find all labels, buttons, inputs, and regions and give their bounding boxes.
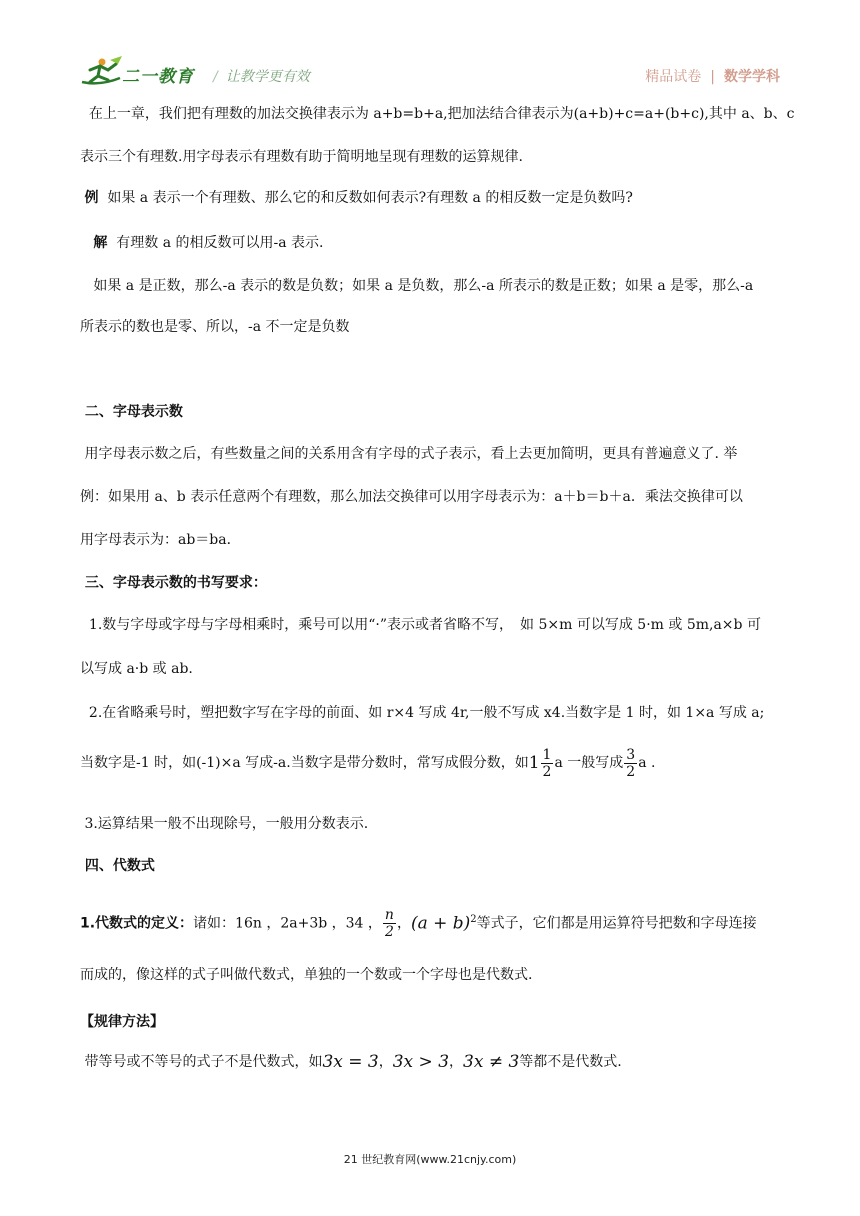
mixed-numerator: 1 bbox=[542, 746, 552, 763]
improper-fraction bbox=[624, 747, 637, 780]
rule-3 bbox=[80, 814, 786, 834]
expression-not-equal: 3x ≠ 3 bbox=[463, 1052, 520, 1072]
mixed-whole: 1 bbox=[528, 753, 540, 773]
mixed-denominator: 2 bbox=[542, 763, 552, 780]
n-over-2-fraction bbox=[383, 907, 396, 940]
slogan-text: 让教学更有效 bbox=[225, 69, 310, 85]
rule-2-end: . bbox=[651, 755, 656, 771]
rule-2-mid-text: 一般写成 bbox=[567, 755, 624, 771]
section-4-heading-text: 四、代数式 bbox=[84, 858, 155, 874]
rule-2-line-1-text: 2.在省略乘号时，塑把数字写在字母的前面、如 r×4 写成 4r,一般不写成 x4.当数字是 1 时，如 1×a 写成 a; bbox=[88, 705, 765, 721]
expression-base: (a + b) bbox=[410, 913, 471, 934]
rule-method-suffix: 等都不是代数式. bbox=[519, 1054, 622, 1070]
rule-1-line-1 bbox=[80, 615, 786, 635]
improper-numerator: 3 bbox=[626, 746, 636, 763]
expression-greater: 3x > 3 bbox=[392, 1052, 450, 1072]
improper-variable: a bbox=[638, 755, 647, 771]
header-right bbox=[645, 66, 780, 86]
rule-1-line-1-text: 1.数与字母或字母与字母相乘时，乘号可以用“·”表示或者省略不写， 如 5×m 可以写成 5·m 或 5m,a×b 可 bbox=[88, 617, 761, 633]
solution-line bbox=[80, 233, 786, 253]
mixed-variable: a bbox=[554, 755, 563, 771]
solution-para-2: 所表示的数也是零、所以，-a 不一定是负数 bbox=[80, 319, 350, 335]
slogan bbox=[213, 66, 310, 86]
intro-line-2: 表示三个有理数.用字母表示有理数有助于简明地呈现有理数的运算规律. bbox=[80, 149, 523, 165]
solution-para-1 bbox=[80, 276, 786, 296]
section-2-heading-text: 二、字母表示数 bbox=[84, 404, 183, 420]
improper-denominator: 2 bbox=[626, 763, 636, 780]
expression-exponent: 2 bbox=[470, 914, 477, 925]
page-footer: 21 世纪教育网(www.21cnjy.com) bbox=[343, 1153, 517, 1166]
fraction-denominator: 2 bbox=[384, 924, 394, 941]
rule-method-sep-2: ， bbox=[449, 1054, 464, 1070]
definition-line-2: 而成的，像这样的式子叫做代数式，单独的一个数或一个字母也是代数式. bbox=[80, 967, 533, 983]
slogan-separator: / bbox=[213, 69, 218, 85]
section-3-heading bbox=[80, 573, 786, 593]
example-line bbox=[80, 188, 786, 208]
rule-2-line-2 bbox=[80, 745, 786, 781]
intro-line-1 bbox=[80, 104, 795, 124]
section-2-line-3: 用字母表示为：ab＝ba． bbox=[80, 532, 241, 548]
definition-suffix: 等式子，它们都是用运算符号把数和字母连接 bbox=[476, 915, 757, 932]
header-label: 精品试卷 bbox=[645, 69, 702, 85]
rule-2-line-1 bbox=[80, 703, 786, 723]
rule-3-text: 3.运算结果一般不出现除号，一般用分数表示. bbox=[84, 816, 369, 832]
section-2-line-2: 例：如果用 a、b 表示任意两个有理数，那么加法交换律可以用字母表示为：a＋b＝b＋a．乘法交换律可以 bbox=[80, 489, 743, 505]
section-2-line-1 bbox=[80, 444, 786, 464]
rule-1-line-2: 以写成 a·b 或 ab. bbox=[80, 661, 193, 677]
definition-prefix: 诸如：16n ，2a+3b ，34 ， bbox=[193, 915, 382, 932]
example-label: 例 bbox=[84, 190, 99, 206]
fraction-numerator: n bbox=[384, 907, 394, 924]
section-4-heading bbox=[80, 856, 786, 876]
section-2-line-1-text: 用字母表示数之后，有些数量之间的关系用含有字母的式子表示，看上去更加简明，更具有普遍意义了. 举 bbox=[84, 446, 738, 462]
logo-text: 二一教育 bbox=[122, 67, 194, 87]
section-2-heading bbox=[80, 402, 786, 422]
rule-method-heading: 【规律方法】 bbox=[80, 1014, 164, 1030]
header-subject: 数学学科 bbox=[724, 69, 780, 85]
section-3-heading-text: 三、字母表示数的书写要求： bbox=[84, 575, 267, 591]
definition-line-1 bbox=[80, 902, 786, 942]
rule-method-prefix: 带等号或不等号的式子不是代数式，如 bbox=[84, 1054, 323, 1070]
rule-method-sep-1: ， bbox=[378, 1054, 393, 1070]
intro-text-1: 在上一章，我们把有理数的加法交换律表示为 a+b=b+a,把加法结合律表示为(a+b)+c=a+(b+c),其中 a、b、c bbox=[88, 106, 795, 122]
definition-comma: ， bbox=[396, 915, 411, 932]
solution-para-1-text: 如果 a 是正数，那么-a 表示的数是负数；如果 a 是负数，那么-a 所表示的数是正数；如果 a 是零，那么-a bbox=[93, 278, 754, 294]
expression-equal: 3x = 3 bbox=[322, 1052, 379, 1072]
solution-text: 有理数 a 的相反数可以用-a 表示. bbox=[116, 235, 324, 251]
rule-method-text bbox=[80, 1052, 786, 1072]
definition-label: 1.代数式的定义： bbox=[80, 915, 194, 932]
mixed-fraction bbox=[541, 747, 554, 780]
example-text: 如果 a 表示一个有理数、那么它的和反数如何表示?有理数 a 的相反数一定是负数吗? bbox=[107, 190, 633, 206]
solution-label: 解 bbox=[93, 235, 108, 251]
header-separator: | bbox=[710, 69, 715, 85]
rule-2-line-2-text: 当数字是-1 时，如(-1)×a 写成-a.当数字是带分数时，常写成假分数，如 bbox=[80, 755, 529, 771]
